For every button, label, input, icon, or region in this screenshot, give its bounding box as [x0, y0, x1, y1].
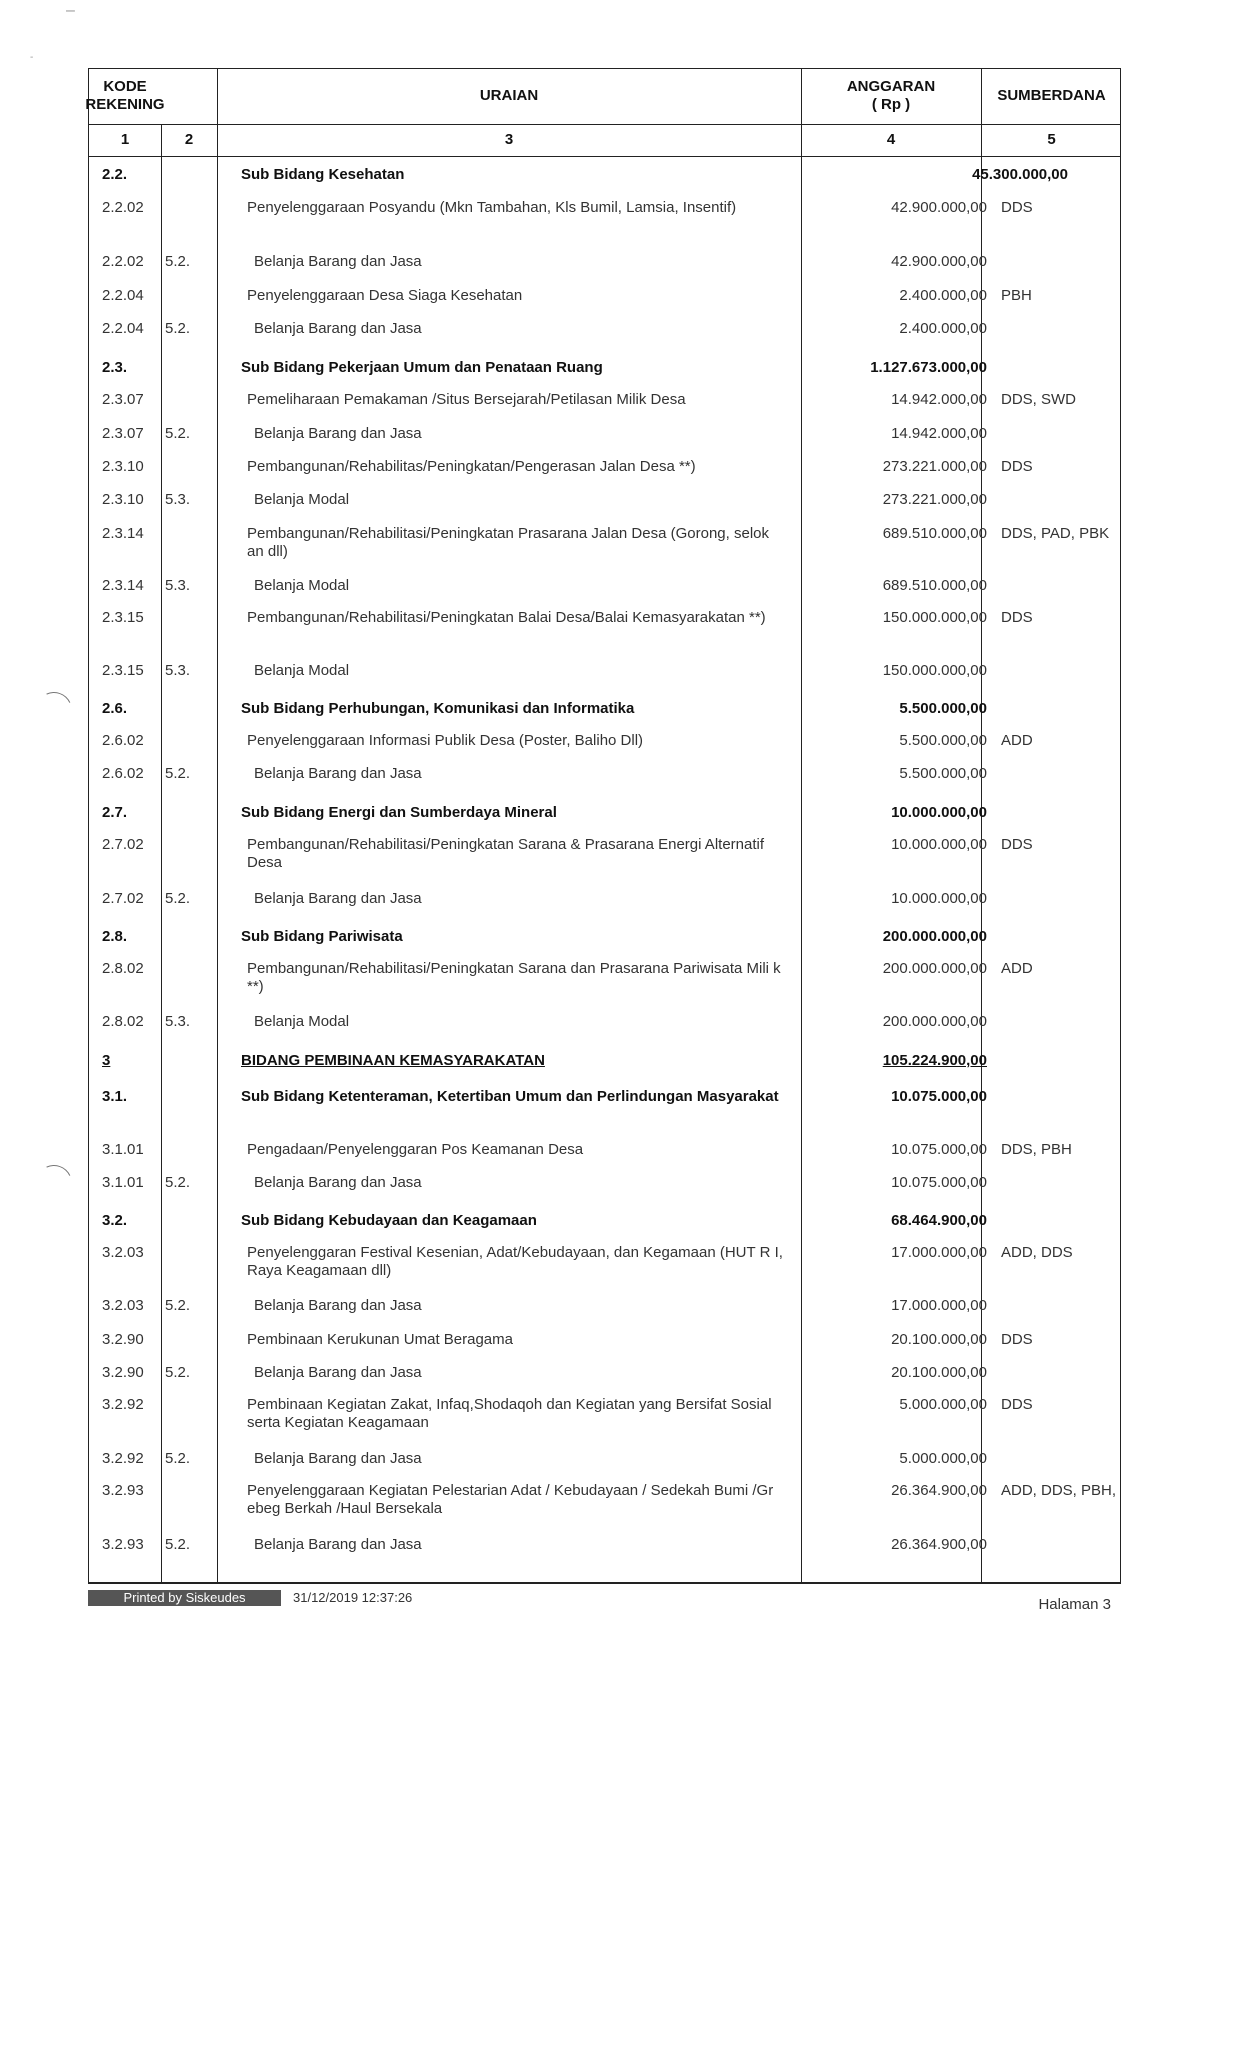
row-sumberdana: DDS [1001, 458, 1033, 475]
row-kode: 2.3. [102, 359, 128, 376]
print-timestamp: 31/12/2019 12:37:26 [293, 1590, 413, 1605]
row-uraian: Pembinaan Kerukunan Umat Beragama [247, 1331, 513, 1348]
row-uraian: Penyelenggaraan Posyandu (Mkn Tambahan, Kls Bumil, Lamsia, Insentif) [247, 199, 737, 216]
row-anggaran: 10.000.000,00 [891, 804, 987, 821]
row-uraian: Belanja Barang dan Jasa [254, 1174, 422, 1191]
row-sub-kode: 5.3. [165, 1013, 191, 1030]
row-uraian: Penyelenggaraan Desa Siaga Kesehatan [247, 287, 523, 304]
row-sumberdana: DDS [1001, 836, 1033, 853]
row-sub-kode: 5.2. [165, 1174, 191, 1191]
row-kode: 3.2.93 [102, 1536, 144, 1553]
header-col-4: 4 [886, 131, 896, 148]
header-col-5: 5 [1047, 131, 1056, 148]
row-uraian: Belanja Barang dan Jasa [254, 1297, 422, 1314]
row-uraian: Sub Bidang Perhubungan, Komunikasi dan Informatika [241, 700, 635, 717]
row-sub-kode: 5.2. [165, 1450, 191, 1467]
row-kode: 2.2. [102, 166, 128, 183]
row-kode: 2.2.04 [102, 287, 144, 304]
header-col-2: 2 [184, 131, 194, 148]
row-anggaran: 42.900.000,00 [891, 253, 987, 270]
row-sub-kode: 5.2. [165, 1364, 191, 1381]
header-col-1: 1 [120, 131, 130, 148]
row-uraian: Sub Bidang Pariwisata [241, 928, 403, 945]
row-sub-kode: 5.2. [165, 890, 191, 907]
row-uraian: Sub Bidang Ketenteraman, Ketertiban Umum dan Perlindungan Masyarakat [241, 1088, 779, 1105]
row-anggaran: 26.364.900,00 [891, 1536, 987, 1553]
row-kode: 3 [102, 1052, 111, 1069]
row-kode: 3.2.90 [102, 1331, 144, 1348]
row-uraian: Penyelenggaran Festival Kesenian, Adat/Kebudayaan, dan Kegamaan (HUT R I, Raya Keagamaan dll) [247, 1244, 783, 1279]
row-uraian: Penyelenggaraan Informasi Publik Desa (Poster, Baliho Dll) [247, 732, 644, 749]
row-uraian: Belanja Barang dan Jasa [254, 1450, 422, 1467]
row-anggaran: 200.000.000,00 [882, 960, 987, 977]
row-kode: 2.3.14 [102, 525, 144, 542]
row-kode: 2.2.02 [102, 199, 144, 216]
row-sumberdana: DDS, SWD [1001, 391, 1076, 408]
row-kode: 3.2.03 [102, 1297, 144, 1314]
row-kode: 2.6.02 [102, 732, 144, 749]
row-uraian: BIDANG PEMBINAAN KEMASYARAKATAN [241, 1052, 545, 1069]
row-kode: 2.3.10 [102, 458, 144, 475]
column-divider [217, 68, 218, 1582]
footer-rule [88, 1582, 1121, 1584]
row-kode: 2.6.02 [102, 765, 144, 782]
header-uraian: URAIAN [479, 87, 539, 104]
header-sumberdana: SUMBERDANA [997, 87, 1106, 104]
row-uraian: Pengadaan/Penyelenggaran Pos Keamanan Desa [247, 1141, 584, 1158]
row-anggaran: 10.075.000,00 [891, 1174, 987, 1191]
row-sub-kode: 5.2. [165, 1297, 191, 1314]
row-anggaran: 5.500.000,00 [899, 732, 987, 749]
row-kode: 2.8. [102, 928, 128, 945]
row-sub-kode: 5.2. [165, 1536, 191, 1553]
page-footer [88, 1582, 1121, 1622]
row-sub-kode: 5.2. [165, 320, 191, 337]
row-anggaran: 5.000.000,00 [899, 1450, 987, 1467]
row-kode: 3.1.01 [102, 1174, 144, 1191]
row-uraian: Belanja Barang dan Jasa [254, 320, 422, 337]
page-number: Halaman 3 [1038, 1596, 1111, 1613]
row-anggaran: 10.075.000,00 [891, 1141, 987, 1158]
row-uraian: Belanja Modal [254, 577, 350, 594]
row-kode: 2.2.02 [102, 253, 144, 270]
row-anggaran: 5.500.000,00 [899, 700, 987, 717]
row-uraian: Belanja Modal [254, 662, 350, 679]
row-anggaran: 200.000.000,00 [882, 928, 987, 945]
row-sub-kode: 5.2. [165, 425, 191, 442]
scan-mark: - [30, 52, 34, 63]
row-anggaran: 14.942.000,00 [891, 425, 987, 442]
row-kode: 2.3.15 [102, 609, 144, 626]
row-uraian: Pembangunan/Rehabilitasi/Peningkatan Sarana dan Prasarana Pariwisata Mili k **) [247, 960, 781, 995]
row-anggaran: 150.000.000,00 [882, 609, 987, 626]
row-uraian: Sub Bidang Kesehatan [241, 166, 405, 183]
row-kode: 3.1.01 [102, 1141, 144, 1158]
row-kode: 3.1. [102, 1088, 128, 1105]
row-kode: 2.2.04 [102, 320, 144, 337]
row-sumberdana: DDS, PAD, PBK [1001, 525, 1110, 542]
row-uraian: Sub Bidang Pekerjaan Umum dan Penataan Ruang [241, 359, 603, 376]
row-uraian: Pemeliharaan Pemakaman /Situs Bersejarah/Petilasan Milik Desa [247, 391, 686, 408]
row-kode: 2.8.02 [102, 1013, 144, 1030]
row-anggaran: 17.000.000,00 [891, 1244, 987, 1261]
row-kode: 2.7. [102, 804, 128, 821]
row-anggaran: 45.300.000,00 [972, 166, 1068, 183]
row-kode: 2.3.10 [102, 491, 144, 508]
row-sumberdana: PBH [1001, 287, 1032, 304]
row-uraian: Belanja Modal [254, 491, 350, 508]
row-kode: 2.7.02 [102, 836, 144, 853]
row-anggaran: 2.400.000,00 [899, 320, 987, 337]
row-sumberdana: DDS [1001, 1331, 1033, 1348]
row-anggaran: 200.000.000,00 [882, 1013, 987, 1030]
row-anggaran: 105.224.900,00 [882, 1052, 987, 1069]
row-anggaran: 273.221.000,00 [882, 491, 987, 508]
row-uraian: Pembangunan/Rehabilitas/Peningkatan/Pengerasan Jalan Desa **) [247, 458, 696, 475]
row-uraian: Pembangunan/Rehabilitasi/Peningkatan Balai Desa/Balai Kemasyarakatan **) [247, 609, 766, 626]
row-anggaran: 689.510.000,00 [882, 525, 987, 542]
row-anggaran: 689.510.000,00 [882, 577, 987, 594]
row-sumberdana: DDS [1001, 609, 1033, 626]
row-kode: 3.2. [102, 1212, 128, 1229]
row-sumberdana: DDS [1001, 1396, 1033, 1413]
row-uraian: Belanja Barang dan Jasa [254, 1364, 422, 1381]
row-anggaran: 26.364.900,00 [891, 1482, 987, 1499]
row-kode: 2.8.02 [102, 960, 144, 977]
row-uraian: Sub Bidang Energi dan Sumberdaya Mineral [241, 804, 557, 821]
row-anggaran: 1.127.673.000,00 [870, 359, 987, 376]
row-kode: 3.2.92 [102, 1450, 144, 1467]
row-anggaran: 42.900.000,00 [891, 199, 987, 216]
row-uraian: Sub Bidang Kebudayaan dan Keagamaan [241, 1212, 537, 1229]
budget-table [85, 68, 1121, 1582]
row-kode: 3.2.93 [102, 1482, 144, 1499]
row-anggaran: 5.500.000,00 [899, 765, 987, 782]
row-sumberdana: ADD [1001, 960, 1033, 977]
row-sub-kode: 5.2. [165, 765, 191, 782]
row-uraian: Belanja Barang dan Jasa [254, 253, 422, 270]
header-col-3: 3 [504, 131, 514, 148]
row-anggaran: 10.000.000,00 [891, 836, 987, 853]
row-anggaran: 5.000.000,00 [899, 1396, 987, 1413]
row-uraian: Penyelenggaraan Kegiatan Pelestarian Adat / Kebudayaan / Sedekah Bumi /Gr ebeg Berkah /Haul Bersekala [247, 1482, 774, 1517]
row-anggaran: 14.942.000,00 [891, 391, 987, 408]
row-uraian: Belanja Modal [254, 1013, 350, 1030]
row-sumberdana: ADD, DDS [1001, 1244, 1073, 1261]
row-kode: 3.2.92 [102, 1396, 144, 1413]
scan-artifact [31, 687, 77, 733]
scan-mark: – [66, 2, 75, 19]
row-sub-kode: 5.3. [165, 662, 191, 679]
row-anggaran: 20.100.000,00 [891, 1331, 987, 1348]
row-sub-kode: 5.3. [165, 577, 191, 594]
row-sub-kode: 5.3. [165, 491, 191, 508]
row-kode: 2.3.07 [102, 425, 144, 442]
printed-by-label: Printed by Siskeudes [88, 1590, 281, 1606]
header-kode-rekening: KODE REKENING [85, 78, 165, 113]
row-uraian: Belanja Barang dan Jasa [254, 1536, 422, 1553]
row-kode: 2.3.14 [102, 577, 144, 594]
row-anggaran: 17.000.000,00 [891, 1297, 987, 1314]
row-anggaran: 150.000.000,00 [882, 662, 987, 679]
row-kode: 2.6. [102, 700, 128, 717]
header-anggaran: ANGGARAN ( Rp ) [846, 78, 936, 113]
row-kode: 3.2.03 [102, 1244, 144, 1261]
row-kode: 2.7.02 [102, 890, 144, 907]
row-sub-kode: 5.2. [165, 253, 191, 270]
row-kode: 3.2.90 [102, 1364, 144, 1381]
row-sumberdana: DDS [1001, 199, 1033, 216]
row-sumberdana: ADD [1001, 732, 1033, 749]
row-uraian: Belanja Barang dan Jasa [254, 765, 422, 782]
row-anggaran: 273.221.000,00 [882, 458, 987, 475]
header-bottom-border [89, 156, 1120, 157]
row-uraian: Pembangunan/Rehabilitasi/Peningkatan Prasarana Jalan Desa (Gorong, selok an dll) [247, 525, 769, 560]
row-kode: 2.3.15 [102, 662, 144, 679]
row-kode: 2.3.07 [102, 391, 144, 408]
row-anggaran: 2.400.000,00 [899, 287, 987, 304]
row-anggaran: 68.464.900,00 [891, 1212, 987, 1229]
row-uraian: Belanja Barang dan Jasa [254, 425, 422, 442]
row-anggaran: 10.000.000,00 [891, 890, 987, 907]
row-uraian: Pembinaan Kegiatan Zakat, Infaq,Shodaqoh dan Kegiatan yang Bersifat Sosial serta Kegiatan Keagamaan [247, 1396, 772, 1431]
row-uraian: Belanja Barang dan Jasa [254, 890, 422, 907]
row-sumberdana: DDS, PBH [1001, 1141, 1072, 1158]
scan-artifact [31, 1160, 77, 1206]
row-anggaran: 20.100.000,00 [891, 1364, 987, 1381]
row-anggaran: 10.075.000,00 [891, 1088, 987, 1105]
row-sumberdana: ADD, DDS, PBH, [1001, 1482, 1117, 1499]
row-uraian: Pembangunan/Rehabilitasi/Peningkatan Sarana & Prasarana Energi Alternatif Desa [247, 836, 765, 871]
